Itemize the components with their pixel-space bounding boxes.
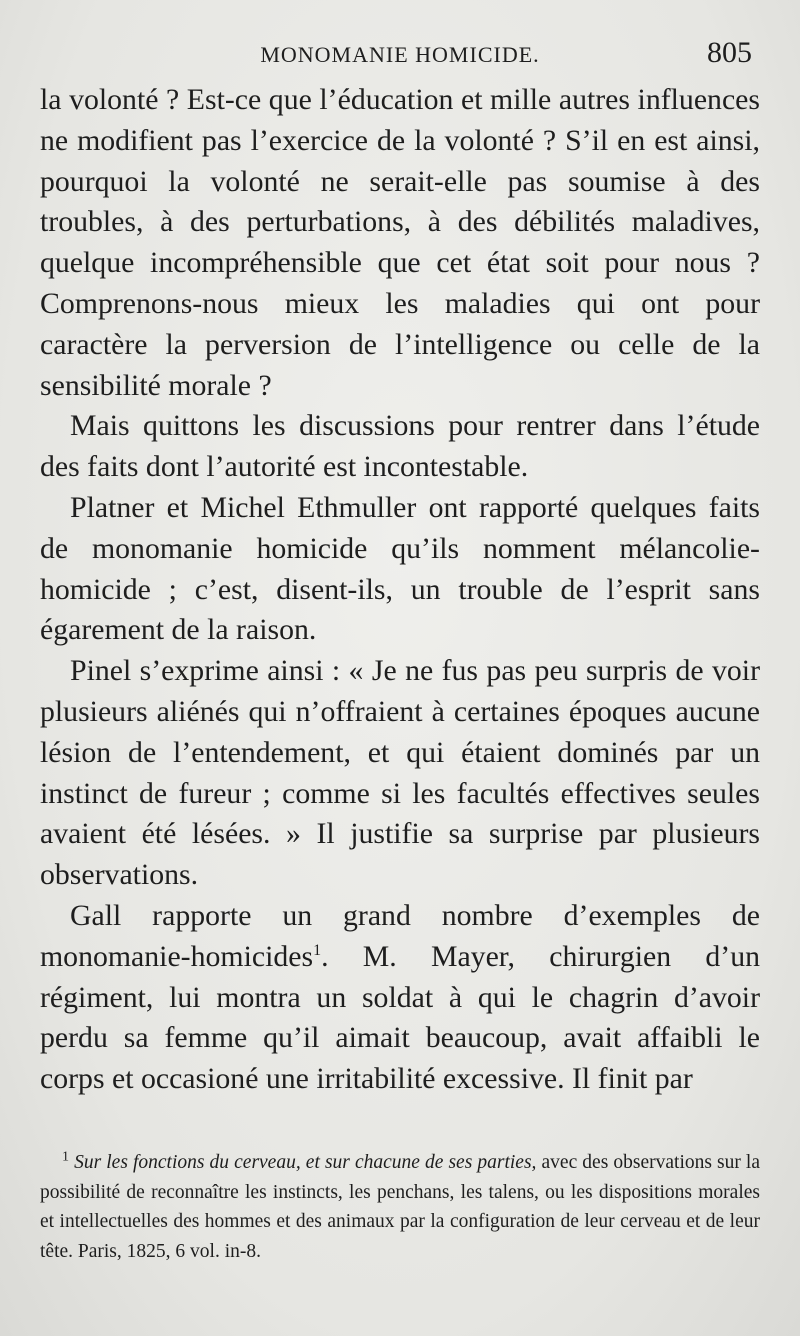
page-number: 805 [707, 36, 752, 69]
paragraph-text: Gall rapporte un grand nombre d’exemples de monomanie-homicides [40, 898, 760, 973]
footnote-text: avec des observations sur la possibilité de reconnaître les instincts, les penchans, les talens, ou les dispositions morales et intellectuelles des hommes et des animaux par la configuration de leur cerveau et de leur tête. Paris, 1825, 6 vol. in-8. [40, 1152, 761, 1262]
paragraph: Mais quittons les discussions pour rentrer dans l’étude des faits dont l’autorité est incontestable. [40, 409, 760, 484]
running-head: MONOMANIE HOMICIDE. [260, 42, 540, 67]
paragraph-text: . M. Mayer, chirurgien d’un régiment, lui montra un soldat à qui le chagrin d’avoir perdu sa femme qu’il aimait beaucoup, avait affaibli le corps et occasioné une irritabilité excessive. Il finit par [40, 939, 760, 1096]
paragraph: Pinel s’exprime ainsi : « Je ne fus pas peu surpris de voir plusieurs aliénés qui n’offraient à certaines époques aucune lésion de l’entendement, et qui étaient dominés par un instinct de fureur ; comme si les facultés effectives seules avaient été lésées. » Il justifie sa surprise par plusieurs observations. [40, 654, 760, 892]
paragraph [40, 896, 760, 1100]
footnote [40, 1148, 760, 1266]
footnote-mark: 1 [62, 1149, 69, 1165]
page-header [40, 36, 760, 76]
main-text [40, 80, 760, 1100]
footnote-title: Sur les fonctions du cerveau, et sur chacune de ses parties, [74, 1152, 537, 1173]
paragraph: Platner et Michel Ethmuller ont rapporté quelques faits de monomanie homicide qu’ils nomment mélancolie-homicide ; c’est, disent-ils, un trouble de l’esprit sans égarement de la raison. [40, 490, 760, 647]
footnote-reference: 1 [313, 941, 322, 959]
footnotes [40, 1148, 760, 1266]
paragraph-continued: la volonté ? Est-ce que l’éducation et mille autres influences ne modifient pas l’exercice de la volonté ? S’il en est ainsi, pourquoi la volonté ne serait-elle pas soumise à des troubles, à des perturbations, à des débilités maladives, quelque incompréhensible que cet état soit pour nous ? Comprenons-nous mieux les maladies qui ont pour caractère la perversion de l’intelligence ou celle de la sensibilité morale ? [40, 83, 760, 402]
